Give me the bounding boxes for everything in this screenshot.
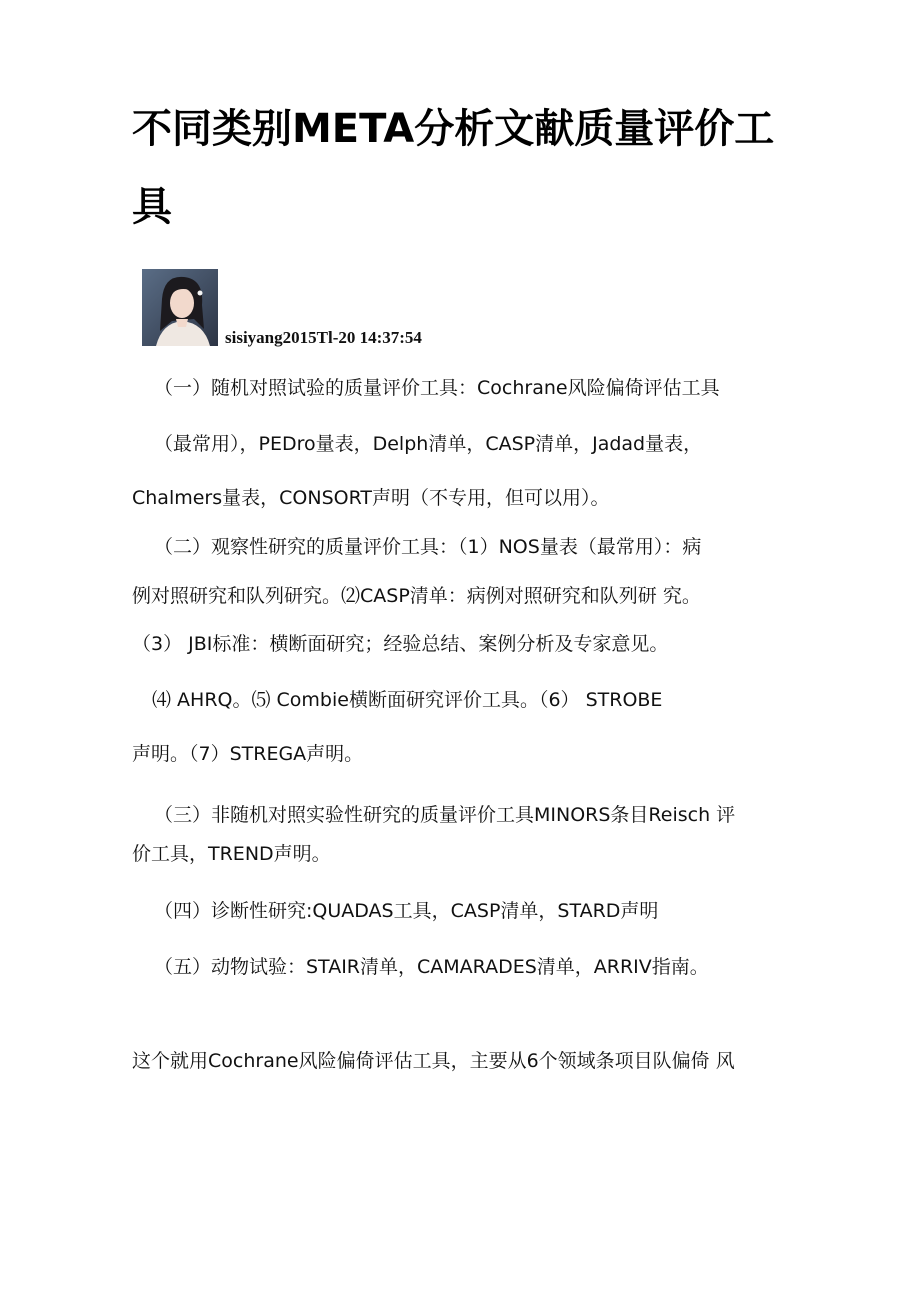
paragraph-line-5: 例对照研究和队列研究。⑵CASP清单：病例对照研究和队列研 究。 [132, 585, 701, 607]
document-title-line-2: 具 [132, 184, 172, 230]
document-title-line-1: 不同类别META分析文献质量评价工 [132, 106, 775, 152]
paragraph-line-12: （五）动物试验：STAIR清单，CAMARADES清单，ARRIV指南。 [154, 956, 709, 978]
paragraph-line-13: 这个就用Cochrane风险偏倚评估工具，主要从6个领域条项目队偏倚 风 [132, 1050, 735, 1072]
author-and-timestamp: sisiyang2015Tl-20 14:37:54 [225, 328, 422, 347]
paragraph-line-3: Chalmers量表，CONSORT声明（不专用，但可以用）。 [132, 487, 610, 509]
paragraph-line-9: （三）非随机对照实验性研究的质量评价工具MINORS条目Reisch 评 [154, 804, 736, 826]
author-avatar [142, 269, 218, 346]
avatar-portrait-image [142, 269, 218, 346]
paragraph-line-2: （最常用），PEDro量表，Delph清单，CASP清单，Jadad量表， [154, 433, 703, 455]
paragraph-line-8: 声明。（7）STREGA声明。 [132, 743, 364, 765]
paragraph-line-1: （一）随机对照试验的质量评价工具：Cochrane风险偏倚评估工具 [154, 377, 720, 399]
paragraph-line-6: （3） JBI标准：横断面研究；经验总结、案例分析及专家意见。 [132, 633, 669, 655]
paragraph-line-10: 价工具，TREND声明。 [132, 843, 331, 865]
paragraph-line-11: （四）诊断性研究:QUADAS工具，CASP清单，STARD声明 [154, 900, 659, 922]
paragraph-line-7: ⑷ AHRQ。⑸ Combie横断面研究评价工具。（6） STROBE [152, 689, 663, 711]
paragraph-line-4: （二）观察性研究的质量评价工具：（1）NOS量表（最常用）：病 [154, 536, 702, 558]
